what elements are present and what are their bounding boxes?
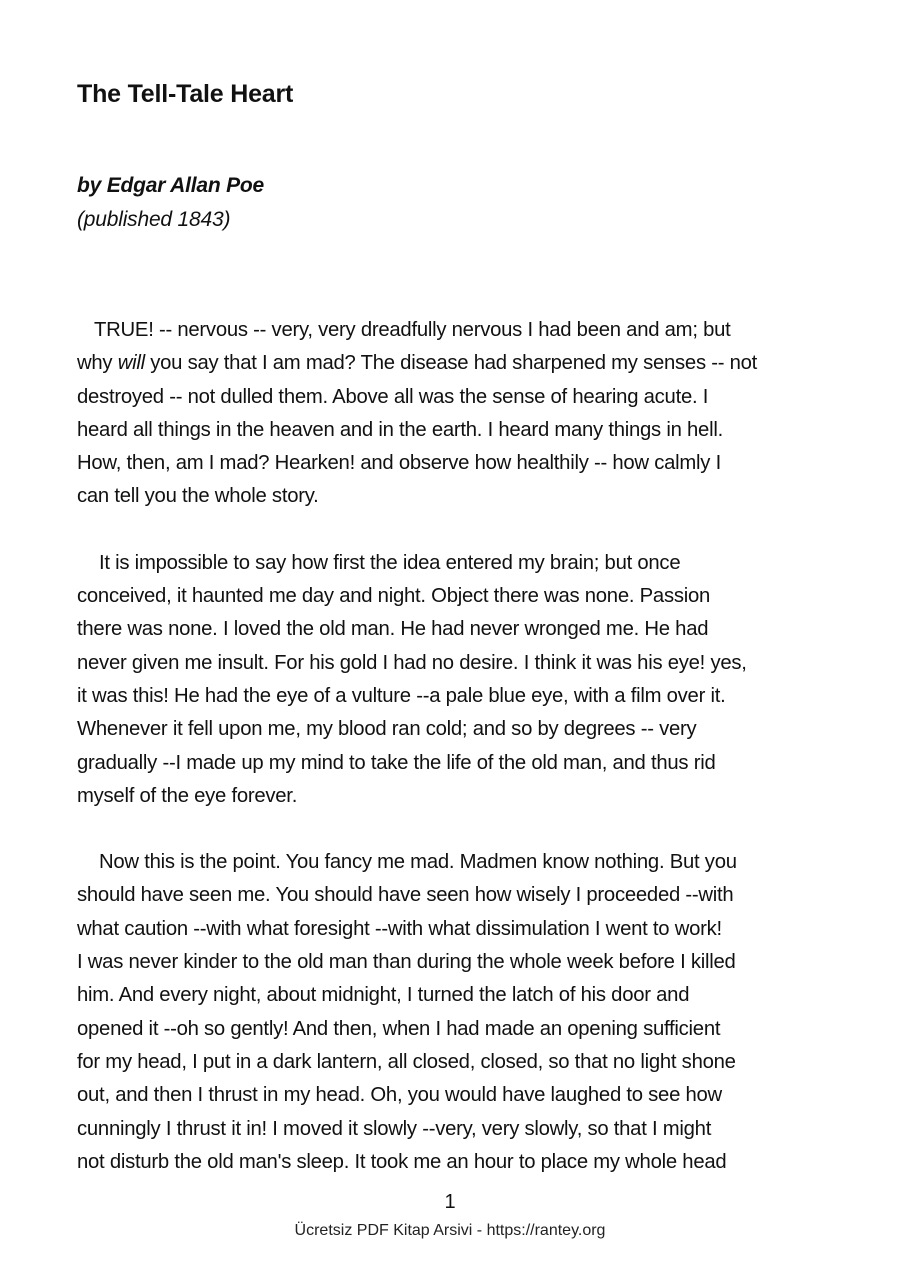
text-line: cunningly I thrust it in! I moved it slowly --very, very slowly, so that I might (77, 1117, 712, 1140)
text-line: opened it --oh so gently! And then, when I had made an opening sufficient (77, 1017, 721, 1040)
text-line: I was never kinder to the old man than during the whole week before I killed (77, 951, 736, 974)
text-line: destroyed -- not dulled them. Above all was the sense of hearing acute. I (77, 385, 709, 408)
text-line: why will you say that I am mad? The disease had sharpened my senses -- not (77, 352, 758, 375)
page-number: 1 (444, 1191, 456, 1213)
text-line: what caution --with what foresight --with what dissimulation I went to work! (77, 917, 722, 940)
text-line: for my head, I put in a dark lantern, all closed, closed, so that no light shone (77, 1050, 736, 1073)
emphasized-word: will (117, 352, 145, 375)
text-line: Now this is the point. You fancy me mad. Madmen know nothing. But you (99, 851, 737, 874)
text-line: should have seen me. You should have seen how wisely I proceeded --with (77, 884, 734, 907)
text-line: it was this! He had the eye of a vulture --a pale blue eye, with a film over it. (77, 684, 726, 707)
text-line: TRUE! -- nervous -- very, very dreadfully nervous I had been and am; but (94, 319, 731, 341)
footer-watermark: Ücretsiz PDF Kitap Arsivi - https://rantey.org (294, 1222, 606, 1239)
text-line: It is impossible to say how first the idea entered my brain; but once (99, 551, 681, 574)
text-line: out, and then I thrust in my head. Oh, you would have laughed to see how (77, 1084, 722, 1107)
publication-date: (published 1843) (77, 208, 231, 231)
text-line: heard all things in the heaven and in the earth. I heard many things in hell. (77, 418, 723, 441)
author-line: by Edgar Allan Poe (77, 174, 264, 197)
paragraph-1 (77, 314, 822, 514)
text-line: not disturb the old man's sleep. It took me an hour to place my whole head (77, 1150, 727, 1173)
text-line: never given me insult. For his gold I had no desire. I think it was his eye! yes, (77, 651, 747, 674)
text-line: How, then, am I mad? Hearken! and observe how healthily -- how calmly I (77, 452, 721, 475)
text-line: gradually --I made up my mind to take the life of the old man, and thus rid (77, 751, 716, 774)
text-line: can tell you the whole story. (77, 485, 319, 508)
document-title: The Tell-Tale Heart (77, 80, 294, 108)
story-body (77, 314, 822, 1212)
text-line: conceived, it haunted me day and night. Object there was none. Passion (77, 585, 711, 608)
text-line: him. And every night, about midnight, I turned the latch of his door and (77, 984, 690, 1007)
paragraph-2 (77, 547, 822, 813)
paragraph-3 (77, 846, 822, 1179)
text-line: Whenever it fell upon me, my blood ran cold; and so by degrees -- very (77, 718, 697, 741)
text-line: myself of the eye forever. (77, 784, 298, 807)
text-line: there was none. I loved the old man. He had never wronged me. He had (77, 618, 709, 641)
